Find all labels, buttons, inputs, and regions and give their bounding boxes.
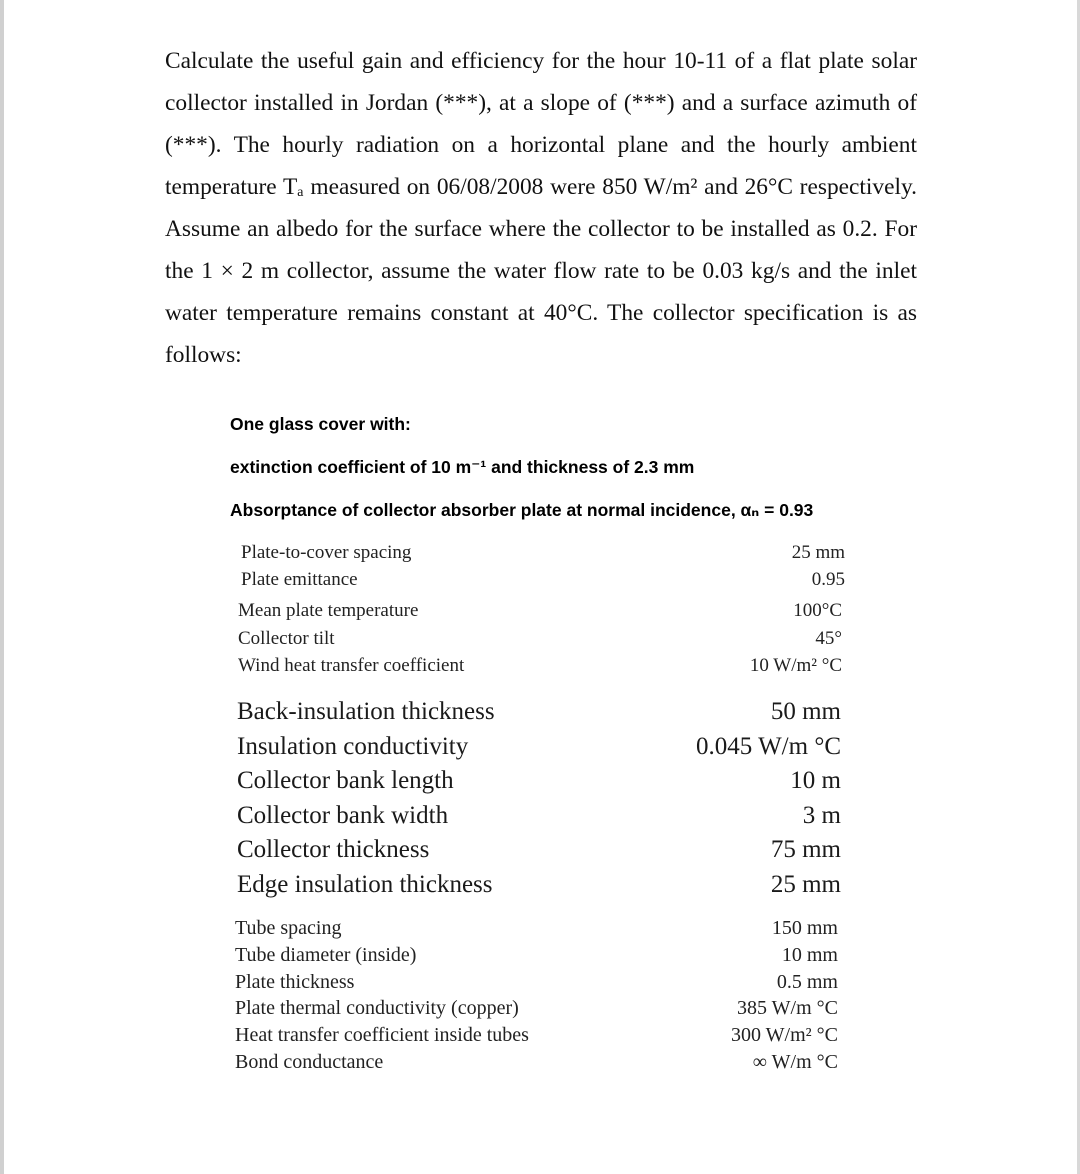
spec-table-group-3 [237, 695, 841, 903]
spec-row [238, 652, 842, 680]
spec-row [237, 764, 841, 799]
spec-label: Insulation conductivity [237, 732, 469, 760]
cover-line-3: Absorptance of collector absorber plate at normal incidence, αₙ = 0.93 [230, 500, 814, 520]
glass-cover-description [230, 410, 930, 539]
spec-label: Collector bank width [237, 801, 449, 829]
spec-label: Collector bank length [237, 767, 454, 795]
cover-line-1: One glass cover with: [230, 414, 411, 434]
page-border-left [0, 0, 4, 1174]
spec-label: Collector tilt [238, 627, 335, 649]
spec-value: 300 W/m² °C [731, 1024, 838, 1047]
spec-row [238, 625, 842, 653]
spec-label: Collector thickness [237, 836, 430, 864]
spec-value: 150 mm [771, 917, 838, 939]
spec-row [237, 868, 841, 903]
problem-text: Calculate the useful gain and efficiency for the hour 10-11 of a flat plate solar collector installed in Jordan (***), at a slope of (***) and a surface azimuth of (***). The hourly radiation on a horizontal plane and the hourly ambient temperature Tₐ measured on 06/08/2008 were 850 W/m² and 26°C respectively. Assume an albedo for the surface where the collector to be installed as 0.2. For the 1 × 2 m collector, assume the water flow rate to be 0.03 kg/s and the inlet water temperature remains constant at 40°C. The collector specification is as follows: [165, 48, 917, 368]
spec-value: 45° [815, 627, 842, 649]
spec-value: 25 mm [770, 870, 841, 898]
spec-label: Tube spacing [235, 917, 342, 939]
spec-row [237, 833, 841, 868]
spec-row [235, 1049, 838, 1076]
spec-value: 10 m [790, 767, 841, 795]
spec-label: Plate thickness [235, 970, 355, 993]
spec-row [235, 969, 838, 996]
spec-label: Tube diameter (inside) [235, 943, 417, 966]
spec-label: Heat transfer coefficient inside tubes [235, 1024, 529, 1047]
spec-value: ∞ W/m °C [752, 1050, 838, 1073]
spec-label: Plate-to-cover spacing [241, 542, 412, 563]
spec-label: Plate emittance [241, 569, 358, 590]
spec-value: 75 mm [770, 836, 841, 864]
problem-statement [165, 40, 917, 376]
spec-row [241, 566, 845, 593]
spec-row [237, 799, 841, 834]
spec-row [235, 1022, 838, 1049]
spec-value: 10 mm [781, 943, 838, 966]
spec-row [238, 597, 842, 625]
spec-row [235, 995, 838, 1022]
spec-row [237, 730, 841, 765]
spec-table-group-1 [241, 539, 845, 593]
spec-value: 385 W/m °C [737, 997, 838, 1020]
spec-value: 100°C [793, 600, 842, 621]
spec-label: Bond conductance [235, 1050, 384, 1073]
spec-label: Plate thermal conductivity (copper) [235, 997, 519, 1020]
spec-label: Mean plate temperature [238, 600, 419, 621]
spec-value: 0.5 mm [776, 970, 838, 993]
spec-value: 3 m [802, 801, 841, 829]
cover-line-2: extinction coefficient of 10 m⁻¹ and thickness of 2.3 mm [230, 457, 695, 477]
spec-table-group-4 [235, 915, 838, 1076]
spec-label: Edge insulation thickness [237, 870, 493, 898]
spec-value: 0.95 [811, 569, 845, 590]
spec-label: Wind heat transfer coefficient [238, 655, 465, 676]
spec-value: 25 mm [791, 542, 845, 563]
spec-table-group-2 [238, 597, 842, 680]
spec-value: 50 mm [770, 698, 841, 725]
spec-value: 10 W/m² °C [749, 655, 842, 676]
spec-row [235, 915, 838, 942]
spec-row [235, 942, 838, 969]
spec-row [237, 695, 841, 730]
spec-value: 0.045 W/m °C [696, 732, 841, 760]
spec-label: Back-insulation thickness [237, 698, 495, 725]
spec-row [241, 539, 845, 566]
